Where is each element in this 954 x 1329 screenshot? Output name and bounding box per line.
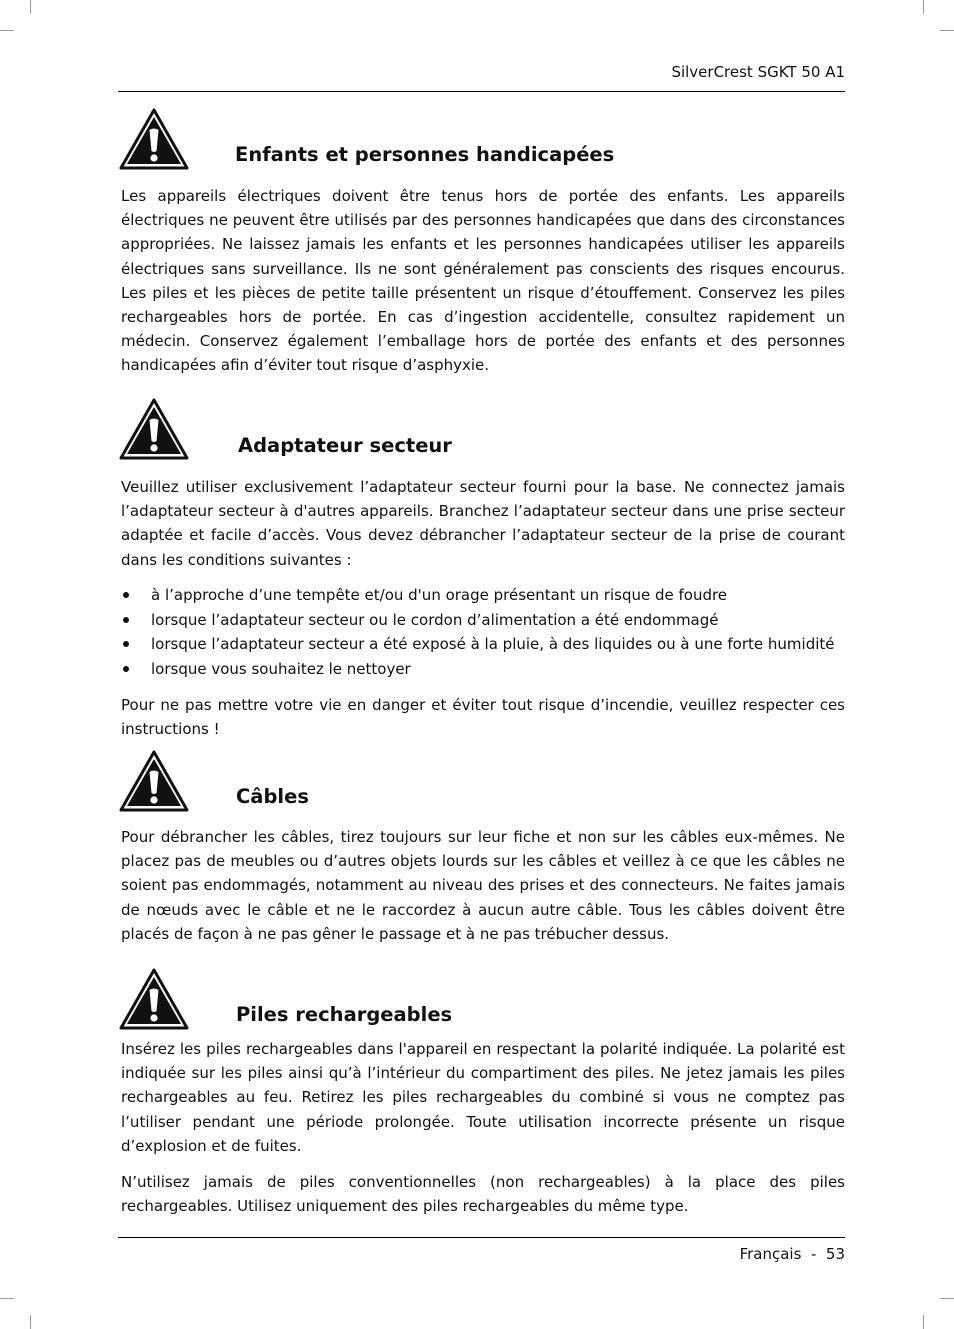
paragraph: Pour ne pas mettre votre vie en danger et éviter tout risque d’incendie, veuillez respecter ces instructions ! — [121, 696, 845, 739]
crop-mark — [30, 1315, 31, 1329]
crop-mark — [0, 1298, 14, 1299]
bullet-list — [121, 583, 845, 681]
list-item-text: lorsque l’adaptateur secteur ou le cordon d’alimentation a été endommagé — [151, 610, 719, 629]
warning-icon — [119, 398, 189, 460]
header-rule — [118, 91, 845, 92]
list-item — [121, 632, 845, 657]
paragraph: N’utilisez jamais de piles conventionnelles (non rechargeables) à la place des piles rechargeables. Utilisez uniquement des piles rechargeables du même type. — [121, 1173, 845, 1216]
warning-icon — [119, 750, 189, 812]
paragraph: Veuillez utiliser exclusivement l’adaptateur secteur fourni pour la base. Ne connectez jamais l’adaptateur secteur à d'autres appareils. Branchez l’adaptateur secteur dans une prise secteur adaptée et facile d’accès. Vous devez débrancher l’adaptateur secteur de la prise de courant dans les conditions suivantes : — [121, 478, 845, 569]
warning-icon — [119, 108, 189, 170]
crop-mark — [0, 30, 14, 31]
section-heading: Enfants et personnes handicapées — [235, 143, 615, 166]
paragraph: Insérez les piles rechargeables dans l'appareil en respectant la polarité indiquée. La polarité est indiquée sur les piles ainsi qu’à l’intérieur du compartiment des piles. Ne jetez jamais les piles rechargeables au feu. Retirez les piles rechargeables du combiné si vous ne comptez pas l’utiliser pendant une période prolongée. Toute utilisation incorrecte présente un risque d’explosion et de fuites. — [121, 1040, 845, 1155]
list-item — [121, 608, 845, 633]
paragraph: Pour débrancher les câbles, tirez toujours sur leur fiche et non sur les câbles eux-mêmes. Ne placez pas de meubles ou d’autres objets lourds sur les câbles et veillez à ce que les câbles ne soient pas endommagés, notamment au niveau des prises et des connecteurs. Ne faites jamais de nœuds avec le câble et ne le raccordez à aucun autre câble. Tous les câbles doivent être placés de façon à ne pas gêner le passage et à ne pas trébucher dessus. — [121, 828, 845, 943]
list-item — [121, 583, 845, 608]
crop-mark — [30, 0, 31, 14]
paragraph: Les appareils électriques doivent être tenus hors de portée des enfants. Les appareils électriques ne peuvent être utilisés par des personnes handicapées que dans des circonstances appropriées. Ne laissez jamais les enfants et les personnes handicapées utiliser les appareils électriques sans surveillance. Ils ne sont généralement pas conscients des risques encourus. Les piles et les pièces de petite taille présentent un risque d’étouffement. Conservez les piles rechargeables hors de portée. En cas d’ingestion accidentelle, consultez rapidement un médecin. Conservez également l’emballage hors de portée des enfants et des personnes handicapées afin d’éviter tout risque d’asphyxie. — [121, 187, 845, 375]
bullet-icon — [123, 617, 129, 623]
list-item-text: à l’approche d’une tempête et/ou d'un orage présentant un risque de foudre — [151, 586, 728, 604]
bullet-icon — [123, 592, 129, 598]
bullet-icon — [123, 666, 129, 672]
running-header: SilverCrest SGKT 50 A1 — [671, 63, 845, 81]
section-heading: Câbles — [236, 785, 309, 808]
crop-mark — [923, 0, 924, 14]
crop-mark — [923, 1315, 924, 1329]
list-item — [121, 657, 845, 682]
crop-mark — [940, 1298, 954, 1299]
list-item-text: lorsque l’adaptateur secteur a été exposé à la pluie, à des liquides ou à une forte humidité — [151, 635, 835, 653]
section-heading: Adaptateur secteur — [238, 434, 452, 457]
footer-rule — [118, 1237, 845, 1238]
warning-icon — [119, 968, 189, 1030]
list-item-text: lorsque vous souhaitez le nettoyer — [151, 659, 411, 678]
section-heading: Piles rechargeables — [236, 1003, 453, 1026]
page-footer: Français - 53 — [739, 1245, 845, 1263]
bullet-icon — [123, 641, 129, 647]
crop-mark — [940, 30, 954, 31]
